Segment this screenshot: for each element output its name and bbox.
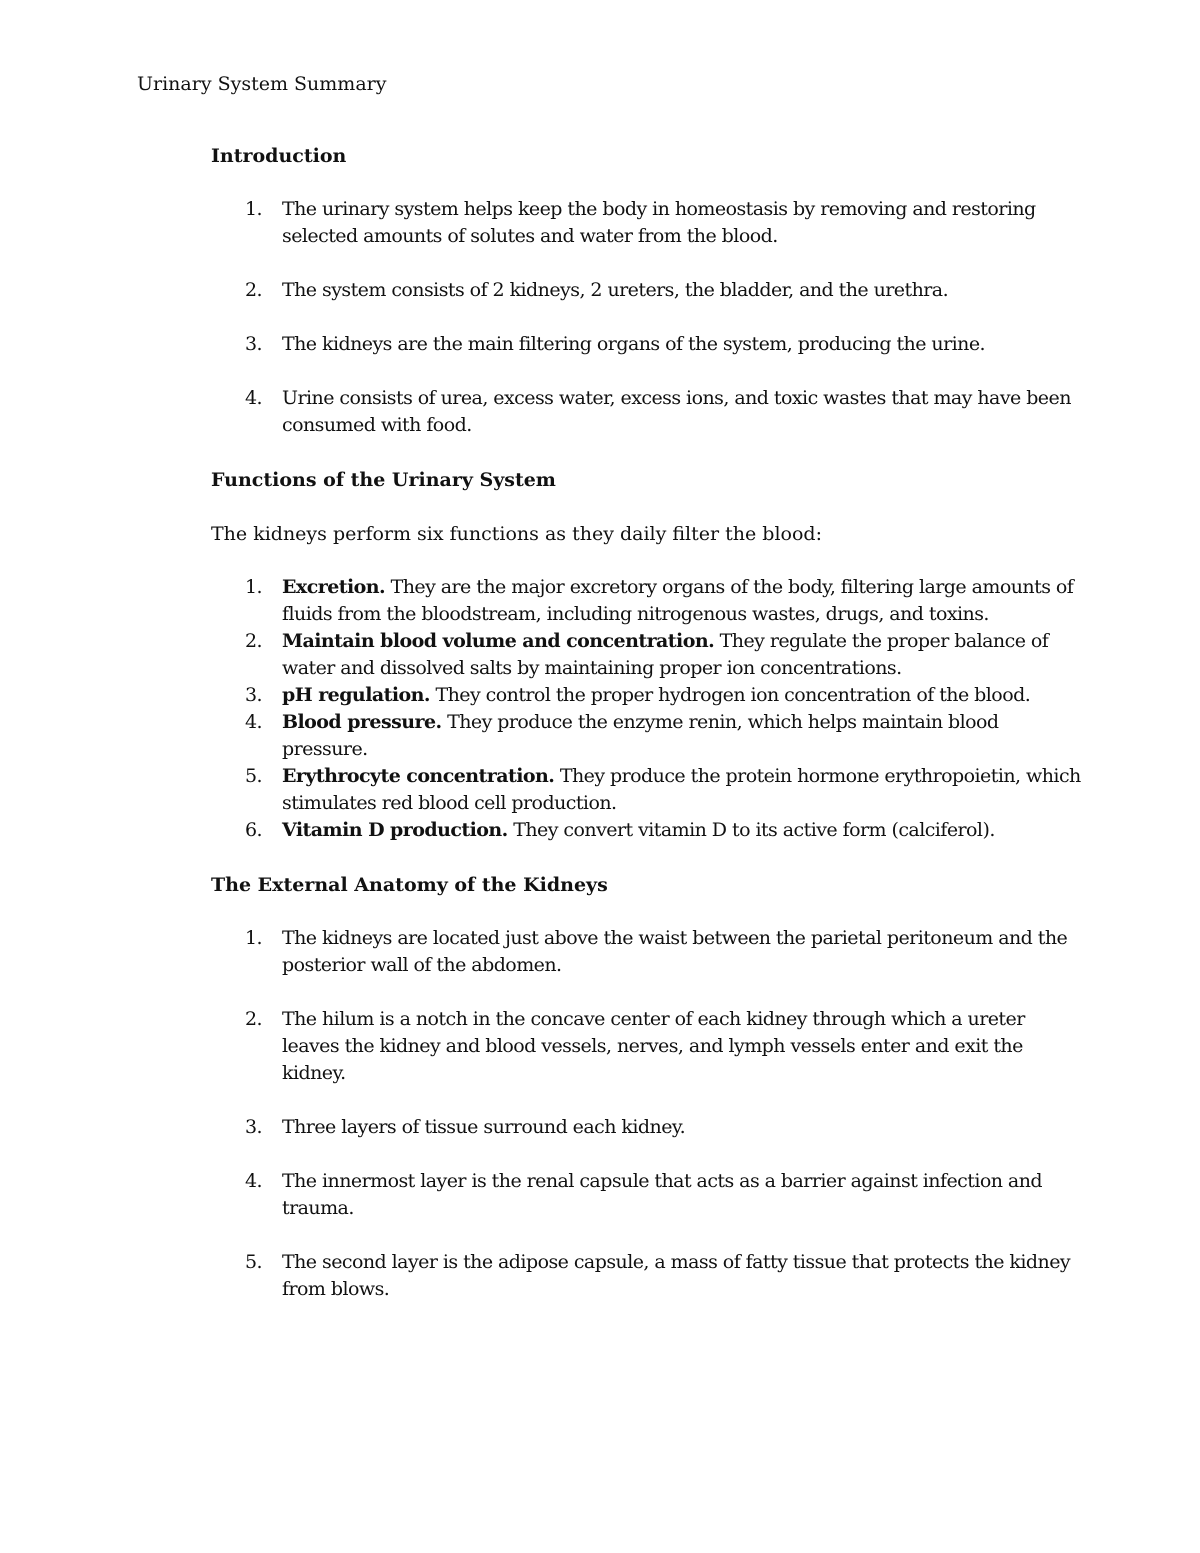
- list-item: [211, 925, 1081, 979]
- list-item: [211, 1006, 1081, 1087]
- list-item: [211, 385, 1081, 439]
- list-number: 1.: [245, 927, 263, 949]
- list-item: [211, 1168, 1081, 1222]
- list-item-text: They regulate the proper balance of water and dissolved salts by maintaining proper ion concentrations.: [282, 630, 1049, 679]
- list-item: [211, 574, 1081, 628]
- list-item-text: They produce the enzyme renin, which helps maintain blood pressure.: [282, 711, 999, 760]
- list-item-text: They convert vitamin D to its active form (calciferol).: [507, 819, 995, 841]
- list-number: 1.: [245, 198, 263, 220]
- list-item-text: Three layers of tissue surround each kidney.: [282, 1116, 686, 1138]
- document-title: Urinary System Summary: [137, 73, 387, 95]
- list-item-text: The second layer is the adipose capsule, a mass of fatty tissue that protects the kidney from blows.: [282, 1251, 1071, 1300]
- list-item-term: Excretion.: [282, 576, 386, 598]
- list-number: 2.: [245, 630, 263, 652]
- list-item: [211, 1114, 1081, 1141]
- list-number: 2.: [245, 279, 263, 301]
- functions-intro-paragraph: The kidneys perform six functions as they daily filter the blood:: [211, 523, 822, 545]
- list-number: 3.: [245, 1116, 263, 1138]
- external-anatomy-list: [211, 925, 1081, 1303]
- list-item: [211, 763, 1081, 817]
- list-number: 6.: [245, 819, 263, 841]
- list-item: [211, 628, 1081, 682]
- list-number: 2.: [245, 1008, 263, 1030]
- list-item-text: They produce the protein hormone erythropoietin, which stimulates red blood cell production.: [282, 765, 1081, 814]
- list-number: 3.: [245, 333, 263, 355]
- list-item-text: Urine consists of urea, excess water, excess ions, and toxic wastes that may have been consumed with food.: [282, 387, 1071, 436]
- introduction-list: [211, 196, 1081, 439]
- section-heading-functions: Functions of the Urinary System: [211, 469, 556, 491]
- list-item-term: Erythrocyte concentration.: [282, 765, 555, 787]
- list-number: 1.: [245, 576, 263, 598]
- list-item-text: The hilum is a notch in the concave center of each kidney through which a ureter leaves the kidney and blood vessels, nerves, and lymph vessels enter and exit the kidney.: [282, 1008, 1025, 1084]
- list-item-text: The kidneys are located just above the waist between the parietal peritoneum and the posterior wall of the abdomen.: [282, 927, 1068, 976]
- list-number: 4.: [245, 1170, 263, 1192]
- section-heading-introduction: Introduction: [211, 145, 347, 167]
- list-item: [211, 331, 1081, 358]
- list-item: [211, 709, 1081, 763]
- list-item: [211, 277, 1081, 304]
- list-number: 5.: [245, 1251, 263, 1273]
- functions-list: [211, 574, 1081, 844]
- list-item-text: The urinary system helps keep the body in homeostasis by removing and restoring selected amounts of solutes and water from the blood.: [282, 198, 1036, 247]
- list-item: [211, 682, 1081, 709]
- list-item-text: The innermost layer is the renal capsule that acts as a barrier against infection and trauma.: [282, 1170, 1043, 1219]
- list-item-text: The system consists of 2 kidneys, 2 ureters, the bladder, and the urethra.: [282, 279, 949, 301]
- list-item: [211, 1249, 1081, 1303]
- list-item-term: Blood pressure.: [282, 711, 442, 733]
- list-item-term: Vitamin D production.: [282, 819, 508, 841]
- list-item-term: Maintain blood volume and concentration.: [282, 630, 715, 652]
- list-number: 4.: [245, 711, 263, 733]
- list-number: 4.: [245, 387, 263, 409]
- section-heading-external-anatomy: The External Anatomy of the Kidneys: [211, 874, 608, 896]
- list-item: [211, 817, 1081, 844]
- list-item-text: They are the major excretory organs of the body, filtering large amounts of fluids from the bloodstream, including nitrogenous wastes, drugs, and toxins.: [282, 576, 1074, 625]
- list-item-text: The kidneys are the main filtering organs of the system, producing the urine.: [282, 333, 986, 355]
- list-item: [211, 196, 1081, 250]
- document-body: [211, 142, 1081, 1303]
- list-number: 5.: [245, 765, 263, 787]
- list-item-text: They control the proper hydrogen ion concentration of the blood.: [429, 684, 1031, 706]
- list-item-term: pH regulation.: [282, 684, 430, 706]
- list-number: 3.: [245, 684, 263, 706]
